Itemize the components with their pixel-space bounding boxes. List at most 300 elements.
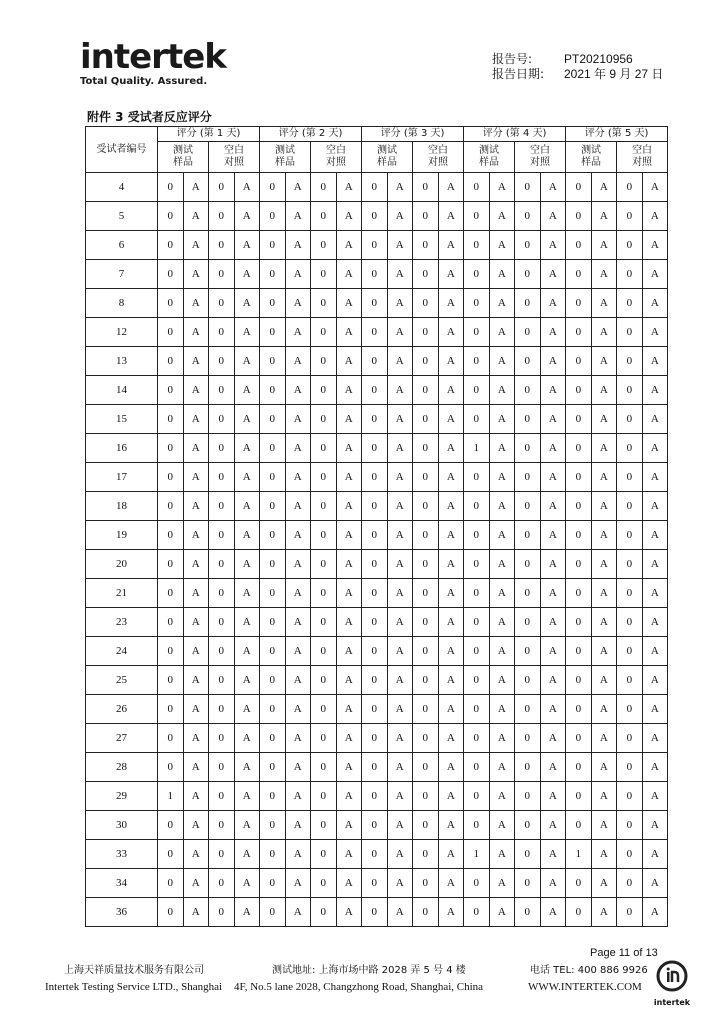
subject-id-cell: 36	[86, 898, 158, 927]
score-cell: 1	[566, 840, 592, 869]
grade-cell: A	[183, 579, 209, 608]
grade-cell: A	[336, 347, 362, 376]
grade-cell: A	[489, 405, 515, 434]
score-cell: 0	[311, 231, 337, 260]
score-cell: 0	[617, 695, 643, 724]
grade-cell: A	[285, 782, 311, 811]
report-meta	[492, 52, 663, 82]
score-cell: 0	[464, 666, 490, 695]
grade-cell: A	[591, 521, 617, 550]
grade-cell: A	[336, 608, 362, 637]
subject-id-cell: 24	[86, 637, 158, 666]
grade-cell: A	[642, 289, 668, 318]
grade-cell: A	[489, 840, 515, 869]
grade-cell: A	[183, 434, 209, 463]
score-cell: 0	[413, 173, 439, 202]
grade-cell: A	[489, 782, 515, 811]
subject-id-cell: 25	[86, 666, 158, 695]
grade-cell: A	[183, 637, 209, 666]
grade-cell: A	[336, 376, 362, 405]
score-cell: 0	[617, 376, 643, 405]
table-row	[86, 840, 668, 869]
score-cell: 0	[311, 782, 337, 811]
grade-cell: A	[336, 405, 362, 434]
score-cell: 0	[413, 434, 439, 463]
grade-cell: A	[285, 869, 311, 898]
score-cell: 0	[209, 869, 235, 898]
grade-cell: A	[234, 434, 260, 463]
grade-cell: A	[387, 260, 413, 289]
table-row	[86, 724, 668, 753]
grade-cell: A	[540, 782, 566, 811]
subject-id-cell: 17	[86, 463, 158, 492]
grade-cell: A	[438, 753, 464, 782]
grade-cell: A	[489, 434, 515, 463]
grade-cell: A	[234, 666, 260, 695]
subject-id-cell: 29	[86, 782, 158, 811]
grade-cell: A	[540, 521, 566, 550]
score-cell: 0	[158, 347, 184, 376]
grade-cell: A	[234, 579, 260, 608]
grade-cell: A	[336, 173, 362, 202]
footer-phone: 电话 TEL: 400 886 9926	[530, 965, 648, 976]
grade-cell: A	[438, 550, 464, 579]
grade-cell: A	[642, 318, 668, 347]
score-cell: 0	[413, 869, 439, 898]
grade-cell: A	[591, 231, 617, 260]
grade-cell: A	[285, 173, 311, 202]
grade-cell: A	[183, 289, 209, 318]
grade-cell: A	[336, 869, 362, 898]
grade-cell: A	[336, 289, 362, 318]
score-cell: 0	[413, 376, 439, 405]
score-cell: 0	[515, 550, 541, 579]
sub-header-line2: 对照	[326, 157, 347, 168]
grade-cell: A	[438, 202, 464, 231]
grade-cell: A	[591, 637, 617, 666]
grade-cell: A	[336, 753, 362, 782]
score-cell: 0	[617, 724, 643, 753]
score-cell: 0	[617, 579, 643, 608]
score-cell: 0	[311, 579, 337, 608]
subject-id-cell: 12	[86, 318, 158, 347]
table-row	[86, 289, 668, 318]
grade-cell: A	[285, 405, 311, 434]
score-cell: 0	[362, 608, 388, 637]
score-cell: 0	[413, 463, 439, 492]
grade-cell: A	[591, 666, 617, 695]
score-cell: 0	[158, 724, 184, 753]
score-cell: 0	[362, 202, 388, 231]
table-row	[86, 898, 668, 927]
grade-cell: A	[387, 840, 413, 869]
grade-cell: A	[234, 811, 260, 840]
score-cell: 0	[617, 869, 643, 898]
score-cell: 0	[158, 666, 184, 695]
grade-cell: A	[489, 318, 515, 347]
grade-cell: A	[540, 840, 566, 869]
score-cell: 0	[209, 376, 235, 405]
score-cell: 0	[515, 666, 541, 695]
table-row	[86, 579, 668, 608]
score-cell: 0	[311, 173, 337, 202]
score-cell: 0	[515, 492, 541, 521]
score-cell: 0	[515, 260, 541, 289]
score-cell: 0	[362, 550, 388, 579]
grade-cell: A	[285, 260, 311, 289]
score-cell: 0	[464, 463, 490, 492]
logo-tagline: Total Quality. Assured.	[80, 76, 208, 87]
score-cell: 0	[158, 289, 184, 318]
grade-cell: A	[540, 202, 566, 231]
grade-cell: A	[540, 811, 566, 840]
score-cell: 0	[566, 695, 592, 724]
score-cell: 1	[464, 434, 490, 463]
score-cell: 0	[464, 695, 490, 724]
score-cell: 0	[566, 637, 592, 666]
appendix-title: 附件 3 受试者反应评分	[87, 110, 212, 124]
score-cell: 0	[311, 289, 337, 318]
score-cell: 0	[617, 260, 643, 289]
grade-cell: A	[285, 608, 311, 637]
score-cell: 0	[464, 608, 490, 637]
score-cell: 0	[464, 376, 490, 405]
score-cell: 0	[362, 260, 388, 289]
score-cell: 0	[260, 579, 286, 608]
score-cell: 0	[566, 376, 592, 405]
grade-cell: A	[591, 550, 617, 579]
table-row	[86, 550, 668, 579]
score-cell: 0	[617, 840, 643, 869]
score-cell: 0	[260, 492, 286, 521]
score-cell: 0	[362, 289, 388, 318]
footer-company	[45, 962, 223, 996]
grade-cell: A	[489, 202, 515, 231]
grade-cell: A	[387, 376, 413, 405]
grade-cell: A	[642, 782, 668, 811]
grade-cell: A	[285, 492, 311, 521]
grade-cell: A	[438, 695, 464, 724]
score-cell: 0	[311, 318, 337, 347]
score-cell: 0	[515, 405, 541, 434]
grade-cell: A	[183, 231, 209, 260]
grade-cell: A	[642, 173, 668, 202]
score-cell: 0	[617, 811, 643, 840]
report-date-label: 报告日期:	[492, 67, 545, 81]
grade-cell: A	[540, 724, 566, 753]
test-sample-header	[566, 142, 617, 173]
grade-cell: A	[285, 289, 311, 318]
grade-cell: A	[234, 492, 260, 521]
grade-cell: A	[438, 405, 464, 434]
score-cell: 0	[515, 347, 541, 376]
score-cell: 0	[158, 318, 184, 347]
table-row	[86, 260, 668, 289]
score-cell: 0	[260, 637, 286, 666]
score-cell: 0	[209, 289, 235, 318]
score-cell: 0	[617, 347, 643, 376]
grade-cell: A	[489, 869, 515, 898]
score-cell: 0	[158, 753, 184, 782]
grade-cell: A	[489, 550, 515, 579]
score-cell: 0	[260, 869, 286, 898]
score-cell: 0	[209, 347, 235, 376]
grade-cell: A	[183, 405, 209, 434]
grade-cell: A	[336, 724, 362, 753]
grade-cell: A	[591, 753, 617, 782]
score-cell: 0	[209, 521, 235, 550]
grade-cell: A	[285, 637, 311, 666]
blank-control-header	[413, 142, 464, 173]
table-row	[86, 637, 668, 666]
grade-cell: A	[438, 318, 464, 347]
grade-cell: A	[336, 840, 362, 869]
subject-id-cell: 27	[86, 724, 158, 753]
score-cell: 0	[158, 869, 184, 898]
score-cell: 0	[158, 260, 184, 289]
grade-cell: A	[285, 840, 311, 869]
day-header: 评分 (第 5 天)	[566, 127, 668, 142]
score-cell: 0	[464, 405, 490, 434]
grade-cell: A	[234, 260, 260, 289]
grade-cell: A	[387, 724, 413, 753]
grade-cell: A	[183, 724, 209, 753]
grade-cell: A	[183, 840, 209, 869]
score-cell: 0	[413, 840, 439, 869]
grade-cell: A	[387, 695, 413, 724]
score-cell: 0	[566, 579, 592, 608]
grade-cell: A	[336, 434, 362, 463]
score-cell: 0	[617, 782, 643, 811]
grade-cell: A	[438, 231, 464, 260]
grade-cell: A	[591, 434, 617, 463]
score-cell: 0	[260, 695, 286, 724]
sub-header-line2: 对照	[224, 157, 244, 168]
score-cell: 0	[464, 637, 490, 666]
blank-control-header	[515, 142, 566, 173]
score-cell: 0	[566, 434, 592, 463]
score-cell: 0	[362, 376, 388, 405]
score-cell: 0	[515, 637, 541, 666]
grade-cell: A	[591, 289, 617, 318]
score-cell: 0	[158, 608, 184, 637]
score-cell: 0	[209, 637, 235, 666]
day-header: 评分 (第 4 天)	[464, 127, 566, 142]
score-cell: 0	[566, 463, 592, 492]
score-cell: 0	[158, 898, 184, 927]
table-row	[86, 463, 668, 492]
score-cell: 0	[260, 753, 286, 782]
grade-cell: A	[183, 463, 209, 492]
grade-cell: A	[540, 173, 566, 202]
score-cell: 0	[464, 898, 490, 927]
grade-cell: A	[489, 289, 515, 318]
grade-cell: A	[387, 666, 413, 695]
score-cell: 0	[566, 347, 592, 376]
ring-logo-wordmark: intertek	[653, 998, 691, 1007]
grade-cell: A	[591, 463, 617, 492]
subject-id-cell: 16	[86, 434, 158, 463]
score-cell: 0	[362, 811, 388, 840]
grade-cell: A	[438, 376, 464, 405]
score-cell: 0	[311, 347, 337, 376]
score-cell: 0	[260, 202, 286, 231]
grade-cell: A	[285, 724, 311, 753]
logo-wordmark: intertek	[80, 37, 226, 77]
grade-cell: A	[234, 376, 260, 405]
score-cell: 0	[311, 550, 337, 579]
score-cell: 0	[515, 521, 541, 550]
score-cell: 0	[362, 869, 388, 898]
table-row	[86, 434, 668, 463]
table-row	[86, 753, 668, 782]
grade-cell: A	[234, 173, 260, 202]
score-cell: 0	[515, 840, 541, 869]
grade-cell: A	[591, 811, 617, 840]
grade-cell: A	[642, 434, 668, 463]
score-cell: 0	[413, 753, 439, 782]
test-sample-header	[464, 142, 515, 173]
score-cell: 0	[617, 463, 643, 492]
grade-cell: A	[183, 173, 209, 202]
grade-cell: A	[438, 434, 464, 463]
report-number-value: PT20210956	[564, 52, 633, 66]
intertek-logo	[80, 37, 230, 100]
grade-cell: A	[591, 492, 617, 521]
grade-cell: A	[438, 869, 464, 898]
score-cell: 0	[209, 202, 235, 231]
score-cell: 0	[566, 666, 592, 695]
score-cell: 0	[209, 666, 235, 695]
score-cell: 0	[158, 811, 184, 840]
score-cell: 0	[464, 550, 490, 579]
subject-id-cell: 28	[86, 753, 158, 782]
grade-cell: A	[642, 405, 668, 434]
grade-cell: A	[183, 347, 209, 376]
score-cell: 0	[311, 202, 337, 231]
grade-cell: A	[540, 289, 566, 318]
grade-cell: A	[489, 231, 515, 260]
grade-cell: A	[336, 318, 362, 347]
grade-cell: A	[540, 231, 566, 260]
score-cell: 0	[311, 811, 337, 840]
grade-cell: A	[387, 782, 413, 811]
subject-id-cell: 23	[86, 608, 158, 637]
grade-cell: A	[336, 637, 362, 666]
score-cell: 0	[209, 840, 235, 869]
table-row	[86, 347, 668, 376]
grade-cell: A	[489, 579, 515, 608]
score-table	[85, 126, 668, 927]
score-cell: 0	[260, 347, 286, 376]
score-cell: 0	[617, 434, 643, 463]
score-cell: 0	[515, 318, 541, 347]
score-cell: 0	[260, 405, 286, 434]
grade-cell: A	[387, 405, 413, 434]
grade-cell: A	[591, 898, 617, 927]
score-cell: 0	[617, 231, 643, 260]
score-cell: 0	[413, 550, 439, 579]
score-cell: 0	[464, 782, 490, 811]
grade-cell: A	[285, 376, 311, 405]
grade-cell: A	[336, 666, 362, 695]
score-cell: 0	[209, 318, 235, 347]
score-cell: 0	[515, 724, 541, 753]
grade-cell: A	[591, 724, 617, 753]
grade-cell: A	[642, 463, 668, 492]
table-row	[86, 521, 668, 550]
score-cell: 0	[311, 608, 337, 637]
grade-cell: A	[591, 173, 617, 202]
score-cell: 0	[515, 898, 541, 927]
score-cell: 0	[260, 898, 286, 927]
subject-id-cell: 20	[86, 550, 158, 579]
grade-cell: A	[387, 289, 413, 318]
sub-header-line2: 对照	[632, 157, 653, 168]
table-row	[86, 811, 668, 840]
table-row	[86, 376, 668, 405]
grade-cell: A	[489, 492, 515, 521]
grade-cell: A	[183, 898, 209, 927]
score-cell: 0	[566, 724, 592, 753]
score-cell: 0	[158, 637, 184, 666]
grade-cell: A	[489, 753, 515, 782]
grade-cell: A	[540, 666, 566, 695]
grade-cell: A	[336, 550, 362, 579]
score-cell: 0	[566, 289, 592, 318]
score-cell: 0	[413, 724, 439, 753]
score-cell: 0	[362, 782, 388, 811]
grade-cell: A	[336, 695, 362, 724]
sub-header-line1: 空白	[530, 145, 551, 156]
score-cell: 0	[413, 695, 439, 724]
table-row	[86, 405, 668, 434]
score-cell: 0	[413, 347, 439, 376]
grade-cell: A	[540, 695, 566, 724]
score-cell: 0	[413, 579, 439, 608]
grade-cell: A	[387, 898, 413, 927]
grade-cell: A	[183, 521, 209, 550]
score-cell: 0	[515, 753, 541, 782]
score-cell: 0	[209, 608, 235, 637]
score-cell: 0	[362, 173, 388, 202]
grade-cell: A	[642, 724, 668, 753]
sub-header-line2: 对照	[428, 157, 449, 168]
score-cell: 0	[617, 202, 643, 231]
score-cell: 0	[515, 376, 541, 405]
score-cell: 0	[260, 782, 286, 811]
grade-cell: A	[183, 869, 209, 898]
score-cell: 0	[260, 608, 286, 637]
score-cell: 0	[566, 753, 592, 782]
footer-address-cn: 测试地址: 上海市场中路 2028 弄 5 号 4 楼	[272, 965, 466, 976]
grade-cell: A	[591, 695, 617, 724]
score-cell: 0	[158, 202, 184, 231]
score-cell: 0	[413, 202, 439, 231]
grade-cell: A	[438, 492, 464, 521]
grade-cell: A	[387, 202, 413, 231]
score-cell: 0	[464, 173, 490, 202]
score-cell: 0	[158, 840, 184, 869]
score-cell: 0	[311, 492, 337, 521]
grade-cell: A	[540, 492, 566, 521]
grade-cell: A	[642, 202, 668, 231]
grade-cell: A	[438, 289, 464, 318]
score-cell: 0	[464, 492, 490, 521]
sub-header-line1: 测试	[581, 145, 602, 156]
subject-id-cell: 5	[86, 202, 158, 231]
grade-cell: A	[540, 637, 566, 666]
